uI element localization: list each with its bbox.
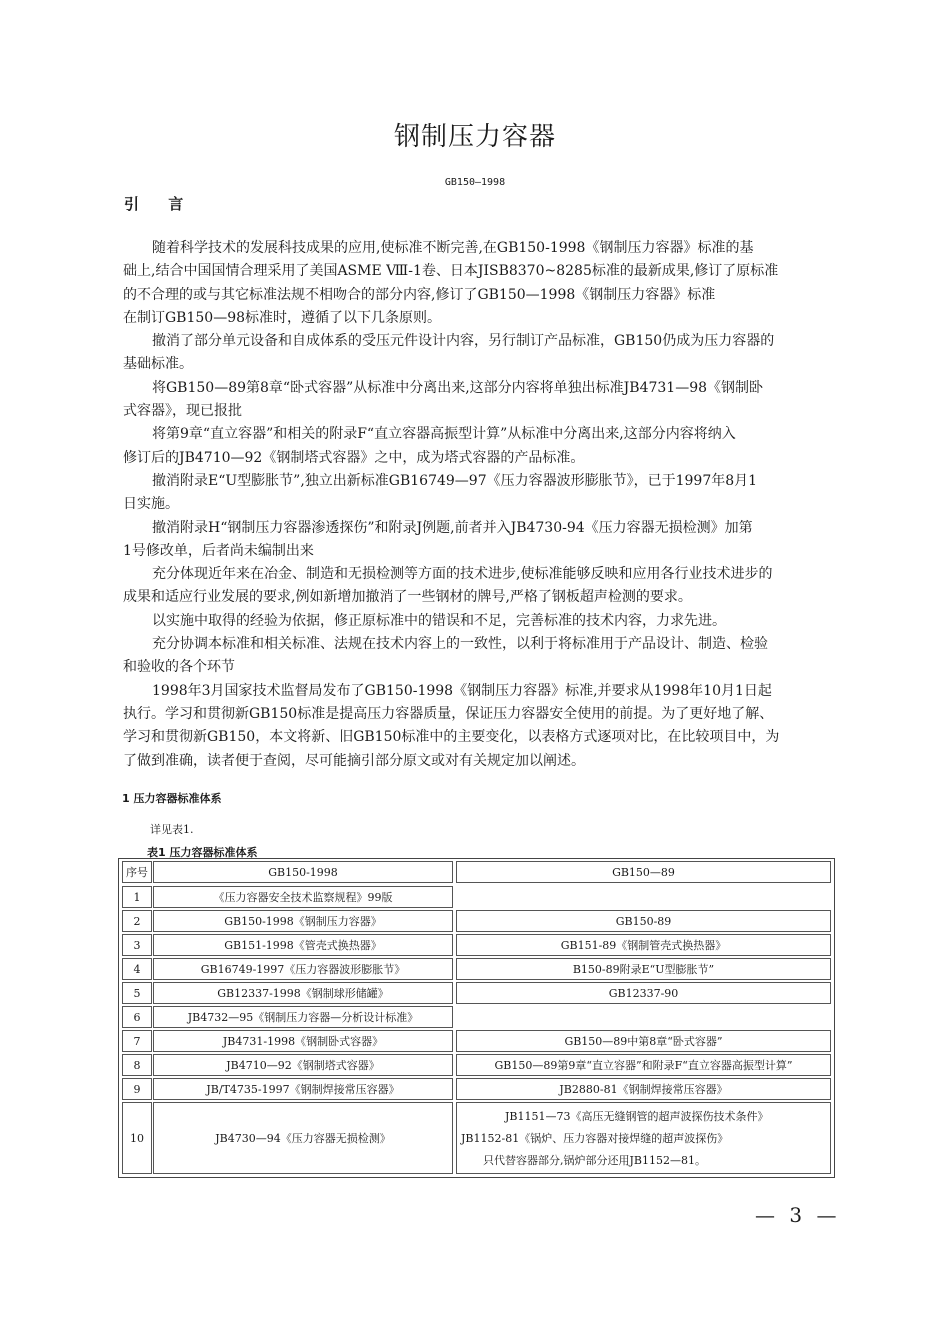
section-heading-1: 1 压力容器标准体系 — [122, 792, 222, 805]
paragraph-line: 撤消附录H“钢制压力容器渗透探伤”和附录J例题,前者并入JB4730-94《压力容器无损检测》加第 — [152, 519, 753, 536]
cell-no: 8 — [122, 1054, 152, 1076]
cell-old-standard: GB150—89中第8章“卧式容器” — [456, 1030, 831, 1052]
see-table-note: 详见表1. — [150, 823, 194, 836]
cell-no: 5 — [122, 982, 152, 1004]
table-row — [119, 1078, 834, 1100]
cell-line: JB1151—73《高压无缝钢管的超声波探伤技术条件》 — [505, 1110, 769, 1123]
cell-old-standard — [456, 886, 831, 908]
table-row — [119, 934, 834, 956]
cell-line: JB1152-81《锅炉、压力容器对接焊缝的超声波探伤》 — [461, 1132, 729, 1145]
paragraph-line: 和验收的各个环节 — [123, 659, 235, 676]
cell-new-standard: GB12337-1998《钢制球形储罐》 — [153, 982, 453, 1004]
cell-old-standard — [456, 1006, 831, 1028]
cell-old-standard: GB150-89 — [456, 910, 831, 932]
paragraph-line: 了做到准确，读者便于查阅，尽可能摘引部分原文或对有关规定加以阐述。 — [123, 752, 585, 769]
cell-no: 2 — [122, 910, 152, 932]
paragraph-line: 在制订GB150—98标准时，遵循了以下几条原则。 — [123, 309, 442, 326]
header-old-standard: GB150—89 — [456, 861, 831, 883]
table-row — [119, 1030, 834, 1052]
paragraph-line: 将第9章“直立容器”和相关的附录F“直立容器高振型计算”从标准中分离出来,这部分内容将纳入 — [152, 426, 736, 443]
cell-new-standard: GB16749-1997《压力容器波形膨胀节》 — [153, 958, 453, 980]
intro-body — [123, 237, 923, 773]
cell-old-standard: GB151-89《钢制管壳式换热器》 — [456, 934, 831, 956]
cell-no: 10 — [122, 1102, 152, 1174]
cell-no: 1 — [122, 886, 152, 908]
paragraph-line: 1998年3月国家技术监督局发布了GB150-1998《钢制压力容器》标准,并要求从1998年10月1日起 — [152, 682, 772, 699]
cell-old-standard: GB12337-90 — [456, 982, 831, 1004]
cell-new-standard: 《压力容器安全技术监察规程》99版 — [153, 886, 453, 908]
paragraph-line: 式容器》，现已报批 — [123, 403, 242, 420]
table-row — [119, 982, 834, 1004]
paragraph-line: 日实施。 — [123, 496, 179, 513]
cell-old-standard: GB150—89第9章“直立容器”和附录F“直立容器高振型计算” — [456, 1054, 831, 1076]
paragraph-line: 充分协调本标准和相关标准、法规在技术内容上的一致性，以利于将标准用于产品设计、制造、检验 — [152, 636, 768, 653]
paragraph-line: 执行。学习和贯彻新GB150标准是提高压力容器质量，保证压力容器安全使用的前提。为了更好地了解、 — [123, 705, 774, 722]
paragraph-line: 以实施中取得的经验为依据，修正原标准中的错误和不足，完善标准的技术内容，力求先进。 — [152, 612, 726, 629]
page-number: — 3 — — [755, 1203, 841, 1227]
cell-new-standard: GB150-1998《钢制压力容器》 — [153, 910, 453, 932]
table-row — [119, 886, 834, 908]
paragraph-line: 撤消附录E“U型膨胀节”,独立出新标准GB16749—97《压力容器波形膨胀节》，已于1997年8月1 — [152, 472, 758, 489]
paragraph-line: 修订后的JB4710—92《钢制塔式容器》之中，成为塔式容器的产品标准。 — [123, 449, 585, 466]
cell-new-standard: JB/T4735-1997《钢制焊接常压容器》 — [153, 1078, 453, 1100]
table-row — [119, 1102, 834, 1174]
cell-old-standard: B150-89附录E“U型膨胀节” — [456, 958, 831, 980]
paragraph-line: 随着科学技术的发展科技成果的应用,使标准不断完善,在GB150-1998《钢制压力容器》标准的基 — [152, 240, 754, 256]
paragraph-line: 1号修改单，后者尚未编制出来 — [123, 542, 314, 559]
paragraph-line: 基础标准。 — [123, 356, 193, 373]
paragraph-line: 学习和贯彻新GB150，本文将新、旧GB150标准中的主要变化，以表格方式逐项对比，在比较项目中，为 — [123, 729, 780, 746]
paragraph-line: 将GB150—89第8章“卧式容器”从标准中分离出来,这部分内容将单独出标准JB4731—98《钢制卧 — [152, 379, 764, 396]
cell-new-standard: GB151-1998《管壳式换热器》 — [153, 934, 453, 956]
cell-new-standard: JB4731-1998《钢制卧式容器》 — [153, 1030, 453, 1052]
table-caption: 表1 压力容器标准体系 — [147, 846, 258, 859]
table-row — [119, 1006, 834, 1028]
paragraph-line: 础上,结合中国国情合理采用了美国ASME Ⅷ-1卷、日本JISB8370~8285标准的最新成果,修订了原标准 — [123, 263, 779, 280]
paragraph-line: 成果和适应行业发展的要求,例如新增加撤消了一些钢材的牌号,严格了钢板超声检测的要求。 — [123, 589, 692, 606]
document-title: 钢制压力容器 — [393, 122, 556, 152]
table-row — [119, 910, 834, 932]
cell-no: 9 — [122, 1078, 152, 1100]
standard-code: GB150—1998 — [444, 177, 506, 188]
cell-no: 4 — [122, 958, 152, 980]
cell-no: 3 — [122, 934, 152, 956]
cell-old-standard — [456, 1102, 831, 1174]
cell-old-standard: JB2880-81《钢制焊接常压容器》 — [456, 1078, 831, 1100]
paragraph-line: 充分体现近年来在冶金、制造和无损检测等方面的技术进步,使标准能够反映和应用各行业技术进步的 — [152, 566, 773, 583]
cell-line: 只代替容器部分,锅炉部分还用JB1152—81。 — [483, 1154, 706, 1167]
header-new-standard: GB150-1998 — [153, 861, 453, 883]
section-heading-intro: 引 言 — [124, 195, 196, 213]
cell-new-standard: JB4710—92《钢制塔式容器》 — [153, 1054, 453, 1076]
table-row — [119, 1054, 834, 1076]
header-no: 序号 — [122, 861, 152, 883]
cell-new-standard: JB4732—95《钢制压力容器—分析设计标准》 — [153, 1006, 453, 1028]
cell-new-standard: JB4730—94《压力容器无损检测》 — [153, 1102, 453, 1174]
table-header-row — [119, 861, 834, 883]
cell-no: 7 — [122, 1030, 152, 1052]
cell-no: 6 — [122, 1006, 152, 1028]
table-row — [119, 958, 834, 980]
paragraph-line: 撤消了部分单元设备和自成体系的受压元件设计内容，另行制订产品标准，GB150仍成为压力容器的 — [152, 333, 775, 350]
paragraph-line: 的不合理的或与其它标准法规不相吻合的部分内容,修订了GB150—1998《钢制压力容器》标准 — [123, 286, 716, 303]
standards-table — [118, 858, 835, 1178]
